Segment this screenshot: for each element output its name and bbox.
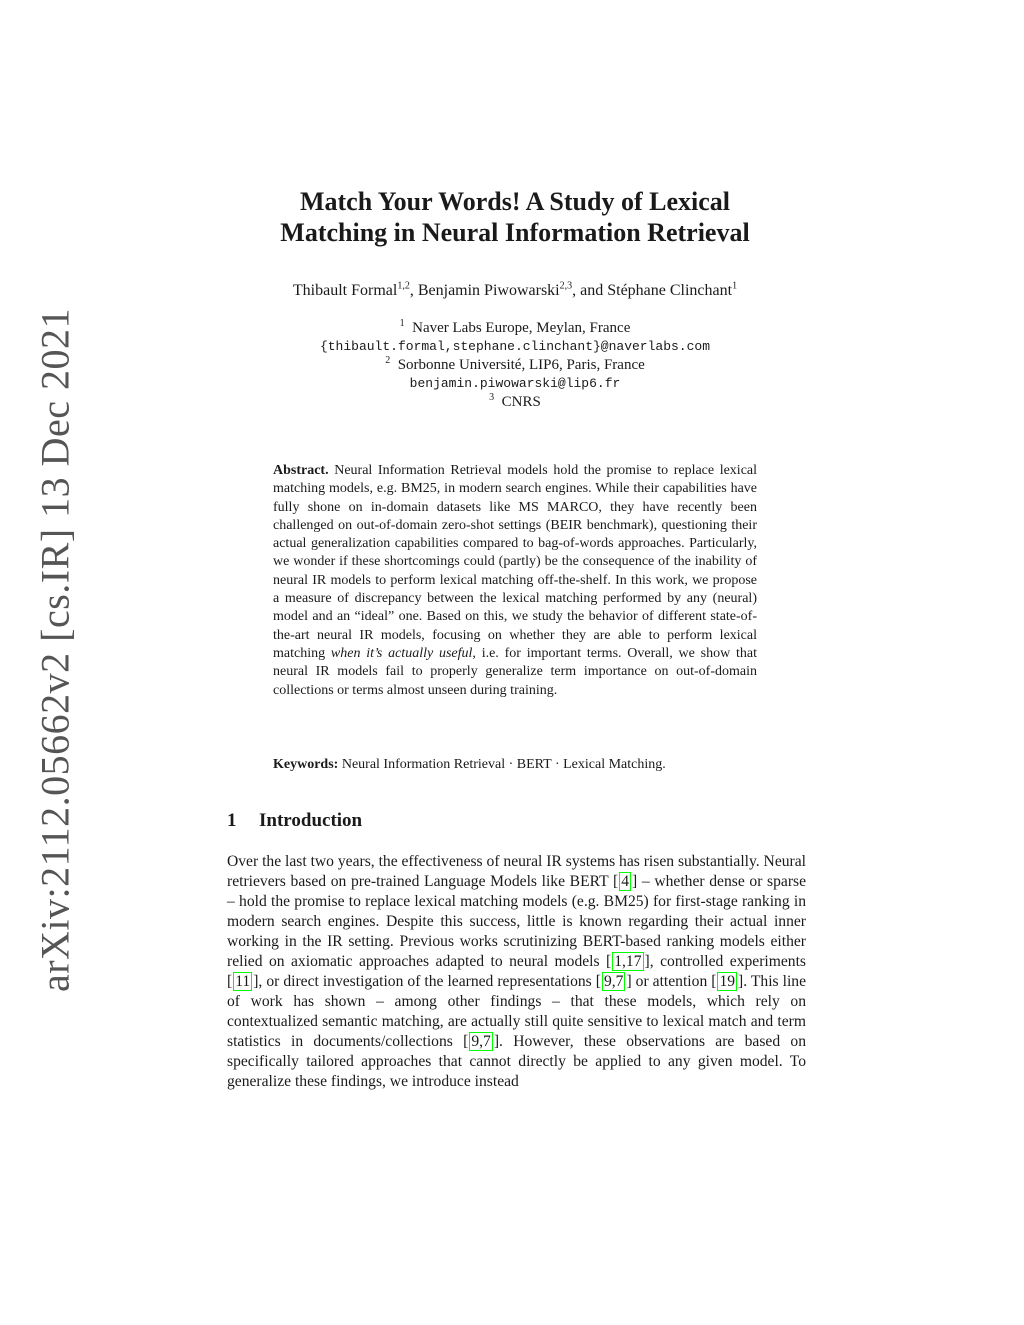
abstract-text-2: , i.e. for important terms. Overall, we show that neural IR models fail to properly generalize term importance on out-of-domain collections or terms almost unseen during training. (273, 645, 757, 698)
body-text: . This line of work has shown – among other findings – that these models, which rely on contextualized semantic matching, are actually still quite sensitive to lexical match and term statistics in documents/collections (227, 973, 806, 1050)
author-clinchant: Stéphane Clinchant (607, 282, 733, 299)
body-text: or attention (635, 973, 708, 990)
title-line-2: Matching in Neural Information Retrieval (280, 218, 750, 247)
affiliation-3-number: 3 (489, 392, 495, 403)
citation-link[interactable]: 4 (621, 873, 629, 890)
citation-link[interactable]: 9,7 (471, 1033, 491, 1050)
affiliation-2-number: 2 (385, 355, 391, 366)
keywords-label: Keywords: (273, 757, 339, 772)
section-title: Introduction (259, 810, 363, 831)
author-list (150, 282, 880, 300)
arxiv-identifier: arXiv:2112.05662v2 [cs.IR] 13 Dec 2021 (32, 307, 78, 993)
email-1: {thibault.formal,stephane.clinchant}@naverlabs.com (319, 338, 711, 354)
author-separator: , and (572, 282, 608, 299)
body-text: , or direct investigation of the learned representations (258, 973, 592, 990)
citation-link[interactable]: 11 (235, 973, 251, 990)
author-formal-affil: 1,2 (397, 280, 410, 292)
paper-title (150, 186, 880, 248)
author-piwowarski: Benjamin Piwowarski (417, 282, 560, 299)
author-separator: , (409, 282, 418, 299)
abstract-text-1: Neural Information Retrieval models hold the promise to replace lexical matching models, e.g. BM25, in modern search engines. While their capabilities have fully shone on in-domain datasets like MS MARCO, they have recently been challenged on out-of-domain zero-shot settings (BEIR benchmark), questioning their actual generalization capabilities compared to bag-of-words approaches. Particularly, we wonder if these shortcomings could (partly) be the consequence of the inability of neural IR models to perform lexical matching off-the-shelf. In this work, we propose a measure of discrepancy between the lexical matching performed by any (neural) model and an “ideal” one. Based on this, we study the behavior of different state-of-the-art neural IR models, focusing on whether they are able to perform lexical matching (273, 463, 758, 661)
author-formal: Thibault Formal (292, 282, 398, 299)
abstract (273, 462, 757, 700)
affiliations (150, 319, 880, 412)
affiliation-2 (150, 356, 880, 375)
affiliation-3-text: CNRS (501, 394, 541, 410)
affiliation-1 (150, 319, 880, 338)
intro-paragraph: Over the last two years, the effectiveness of neural IR systems has risen substantially. Neural retrievers based on pre-trained Language Models like BERT [ 4 ] – whether dense or sparse – hold the promise to replace lexical matching models (e.g. BM25) for first-stage ranking in modern search engines. Despite this success, little is known regarding their actual inner working in the IR setting. Previous works scrutinizing BERT-based ranking models either relied on axiomatic approaches adapted to neural models [ 1,17 ], controlled experiments [ 11 ], or direct investigation of the learned representations [ 9,7 ] or attention [ 19 ]. This line of work has shown – among other findings – that these models, which rely on contextualized semantic matching, are actually still quite sensitive to lexical match and term statistics in documents/collections [ 9,7 ]. However, these observations are based on specifically tailored approaches that cannot directly be applied to any given model. To generalize these findings, we introduce instead (227, 853, 807, 1090)
body-text: Over the last two years, the effectiveness of neural IR systems has risen substantially. Neural retrievers based on pre-trained Language Models like BERT (227, 853, 806, 890)
author-piwowarski-affil: 2,3 (559, 280, 573, 292)
body-text: , controlled experiments (649, 953, 806, 970)
body-text: . However, these observations are based on specifically tailored approaches that cannot directly be applied to any given model. To generalize these findings, we introduce instead (227, 1033, 806, 1090)
affiliation-1-text: Naver Labs Europe, Meylan, France (412, 320, 631, 336)
affiliation-1-number: 1 (399, 318, 405, 329)
keywords (273, 757, 757, 773)
title-line-1: Match Your Words! A Study of Lexical (299, 187, 730, 216)
abstract-emphasis: when it’s actually useful (330, 645, 473, 661)
body-text: – whether dense or sparse – hold the promise to replace lexical matching models (e.g. BM25) for first-stage ranking in modern search engines. Despite this success, little is known regarding their actual inner working in the IR setting. Previous works scrutinizing BERT-based ranking models either relied on axiomatic approaches adapted to neural models (227, 873, 807, 970)
abstract-label: Abstract. (273, 463, 329, 478)
section-heading (227, 810, 362, 832)
arxiv-sidebar (30, 307, 80, 993)
author-clinchant-affil: 1 (732, 280, 738, 292)
keywords-text: Neural Information Retrieval · BERT · Lexical Matching. (341, 757, 666, 772)
citation-link[interactable]: 1,17 (614, 953, 642, 970)
citation-link[interactable]: 19 (719, 973, 736, 990)
section-number: 1 (227, 810, 237, 831)
affiliation-2-text: Sorbonne Université, LIP6, Paris, France (397, 357, 645, 373)
affiliation-3 (150, 393, 880, 412)
email-2: benjamin.piwowarski@lip6.fr (409, 375, 621, 391)
citation-link[interactable]: 9,7 (603, 973, 624, 990)
